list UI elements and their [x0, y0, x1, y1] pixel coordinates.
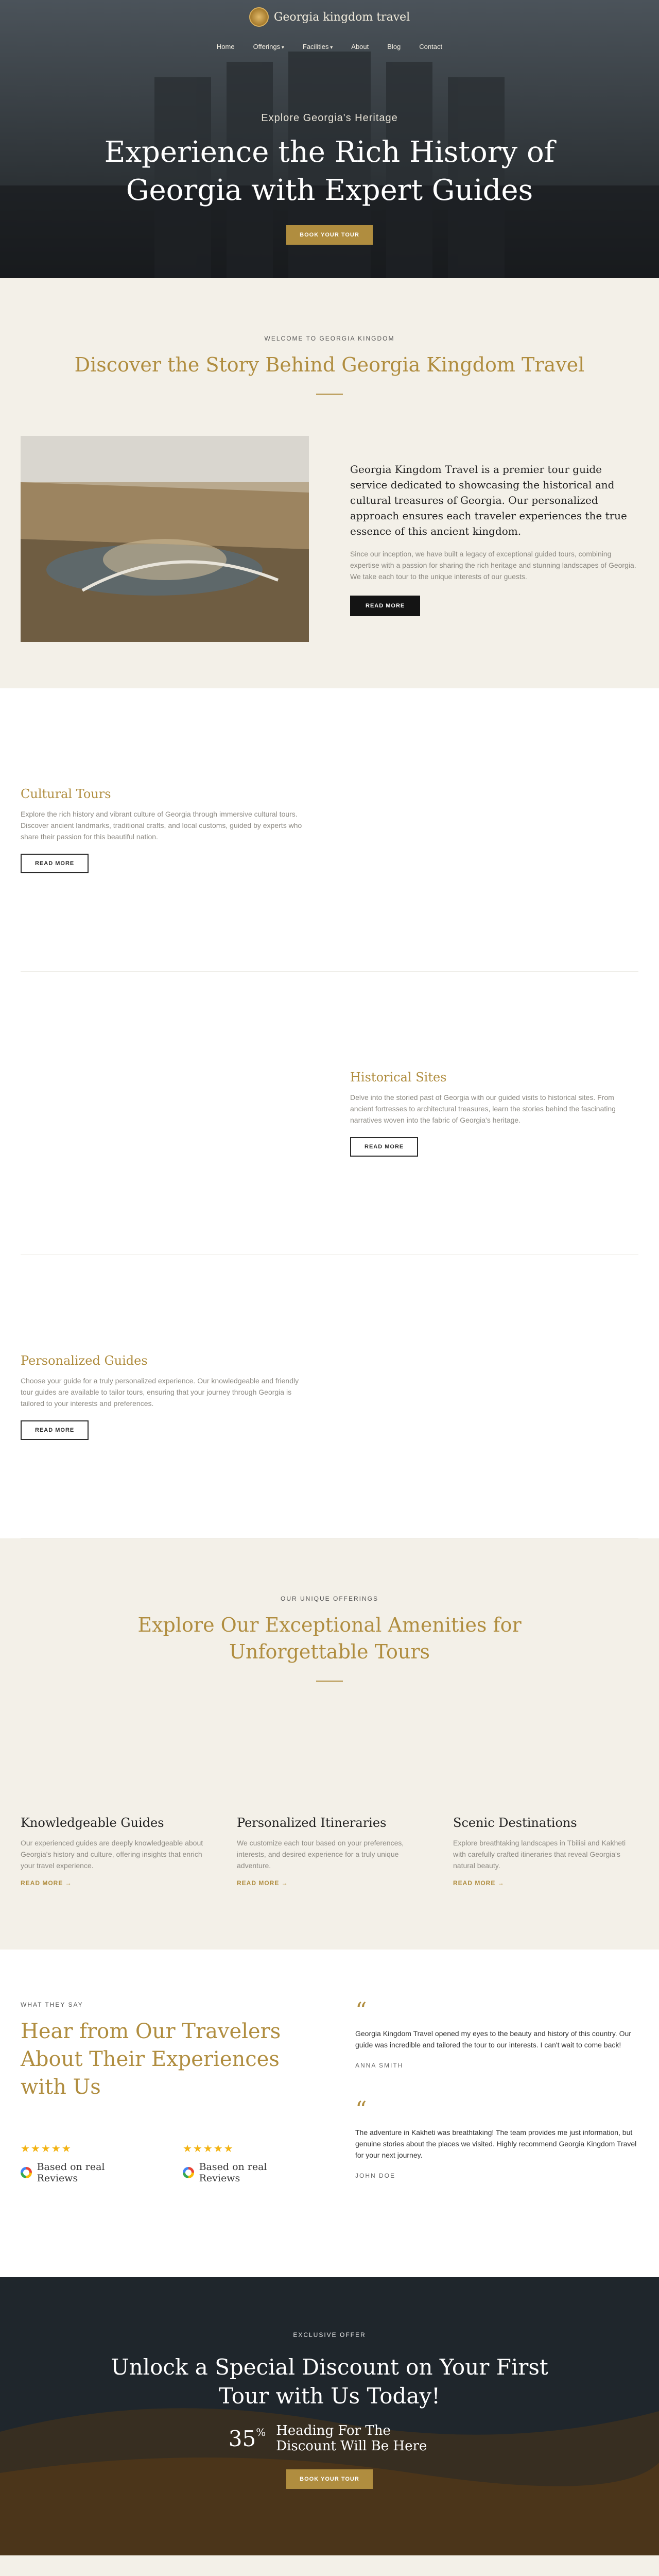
tbilisi-city-image [21, 436, 309, 642]
testimonial-quote [355, 1998, 638, 2069]
menu-item-contact[interactable]: Contact [419, 43, 443, 50]
testimonials-kicker: WHAT THEY SAY [21, 2001, 83, 2008]
feature-title: Historical Sites [350, 1070, 447, 1084]
promo-book-tour-button[interactable]: BOOK YOUR TOUR [286, 2469, 373, 2489]
offering-card [21, 1816, 206, 1888]
offering-read-more-link[interactable]: READ MORE → [453, 1879, 505, 1887]
hero-kicker: Explore Georgia's Heritage [261, 112, 398, 124]
menu-item-home[interactable]: Home [216, 43, 235, 50]
quote-text: Georgia Kingdom Travel opened my eyes to the beauty and history of this country. Our guide was incredible and tailored the tour to our interests. I can't wait to come back! [355, 2029, 631, 2049]
offering-title: Scenic Destinations [453, 1816, 577, 1830]
divider [316, 394, 343, 395]
quote-text: The adventure in Kakheti was breathtaking! The team provides me just information, but genuine stories about the places we visited. Highly recommend Georgia Kingdom Travel for your next journey. [355, 2128, 637, 2159]
offering-text: Our experienced guides are deeply knowledgeable about Georgia's history and culture, offering insights that enrich your travel experience. [21, 1839, 203, 1870]
exclusive-offer-section [0, 2277, 659, 2555]
testimonials-section [0, 1950, 659, 2277]
rating-block [183, 2142, 309, 2184]
feature-text: Delve into the storied past of Georgia with our guided visits to historical sites. From ancient fortresses to architectural treasures, learn the stories behind the fascinating narratives woven into the fabric of Georgia's heritage. [350, 1093, 616, 1124]
google-icon [183, 2167, 194, 2178]
quote-icon: “ [355, 1998, 367, 2024]
feature-read-more-button[interactable]: READ MORE [21, 854, 89, 873]
google-icon [21, 2167, 32, 2178]
offerings-section [0, 1538, 659, 1950]
offering-read-more-link[interactable]: READ MORE → [237, 1879, 288, 1887]
offering-title: Knowledgeable Guides [21, 1816, 164, 1830]
rating-block [21, 2142, 147, 2184]
feature-text: Explore the rich history and vibrant culture of Georgia through immersive cultural tours. Discover ancient landmarks, traditional crafts, and local customs, guided by experts who share their passion for this beautiful nation. [21, 809, 302, 841]
rating-label: Based on real Reviews [199, 2161, 267, 2184]
hero-title: Experience the Rich History of Georgia with Expert Guides [104, 135, 555, 207]
feature-read-more-button[interactable]: READ MORE [350, 1137, 418, 1157]
feature-title: Cultural Tours [21, 786, 111, 801]
brand-logo-icon [249, 7, 269, 27]
brand[interactable] [249, 7, 410, 27]
quote-author: ANNA SMITH [355, 2062, 404, 2069]
discount-heading: Heading For The Discount Will Be Here [276, 2423, 427, 2454]
main-menu [0, 43, 659, 50]
plan-section [0, 2555, 659, 2576]
divider [316, 1681, 343, 1682]
star-rating-icon: ★★★★★ [183, 2143, 234, 2155]
offering-read-more-link[interactable]: READ MORE → [21, 1879, 72, 1887]
testimonials-title: Hear from Our Travelers About Their Experiences with Us [21, 2020, 281, 2099]
offering-card [237, 1816, 422, 1888]
offering-text: We customize each tour based on your preferences, interests, and desired experience for a truly unique adventure. [237, 1839, 404, 1870]
offering-title: Personalized Itineraries [237, 1816, 387, 1830]
story-read-more-button[interactable]: READ MORE [350, 596, 420, 616]
quote-icon: “ [355, 2097, 367, 2123]
brand-name: Georgia kingdom travel [273, 10, 410, 24]
story-sub-text: Since our inception, we have built a legacy of exceptional guided tours, combining expertise with a passion for sharing the rich heritage and stunning landscapes of Georgia. We take each tour to the unique interests of our guests. [350, 550, 636, 581]
offerings-kicker: OUR UNIQUE OFFERINGS [280, 1595, 378, 1602]
testimonial-quote [355, 2097, 638, 2179]
menu-item-offerings[interactable]: Offerings ▾ [253, 43, 284, 50]
offering-text: Explore breathtaking landscapes in Tbilisi and Kakheti with carefully crafted itineraries that reveal Georgia's natural beauty. [453, 1839, 626, 1870]
promo-title: Unlock a Special Discount on Your First Tour with Us Today! [111, 2354, 548, 2409]
feature-historical-sites [21, 972, 638, 1255]
story-kicker: WELCOME TO GEORGIA KINGDOM [264, 335, 395, 342]
story-section [0, 278, 659, 688]
menu-item-facilities[interactable]: Facilities ▾ [303, 43, 333, 50]
offerings-title: Explore Our Exceptional Amenities for Unforgettable Tours [137, 1614, 522, 1663]
feature-title: Personalized Guides [21, 1353, 148, 1368]
menu-item-about[interactable]: About [351, 43, 369, 50]
quote-author: JOHN DOE [355, 2172, 396, 2179]
promo-kicker: EXCLUSIVE OFFER [293, 2331, 366, 2338]
star-rating-icon: ★★★★★ [21, 2143, 72, 2155]
feature-read-more-button[interactable]: READ MORE [21, 1420, 89, 1440]
offering-card [453, 1816, 638, 1888]
hero-section [0, 0, 659, 278]
feature-text: Choose your guide for a truly personalized experience. Our knowledgeable and friendly tour guides are available to tailor tours, ensuring that your journey through Georgia is tailored to your interests and preferences. [21, 1376, 299, 1408]
features-section [0, 688, 659, 1538]
menu-item-blog[interactable]: Blog [387, 43, 401, 50]
feature-personalized-guides [21, 1255, 638, 1538]
hero-book-tour-button[interactable]: BOOK YOUR TOUR [286, 225, 373, 245]
discount-block [229, 2423, 430, 2454]
discount-percent: 35% [228, 2426, 266, 2451]
story-title: Discover the Story Behind Georgia Kingdom Travel [74, 353, 585, 376]
story-lead-text: Georgia Kingdom Travel is a premier tour guide service dedicated to showcasing the historical and cultural treasures of Georgia. Our personalized approach ensures each traveler experiences the true essence of this ancient kingdom. [350, 463, 627, 537]
rating-label: Based on real Reviews [37, 2161, 105, 2184]
feature-cultural-tours [21, 688, 638, 972]
